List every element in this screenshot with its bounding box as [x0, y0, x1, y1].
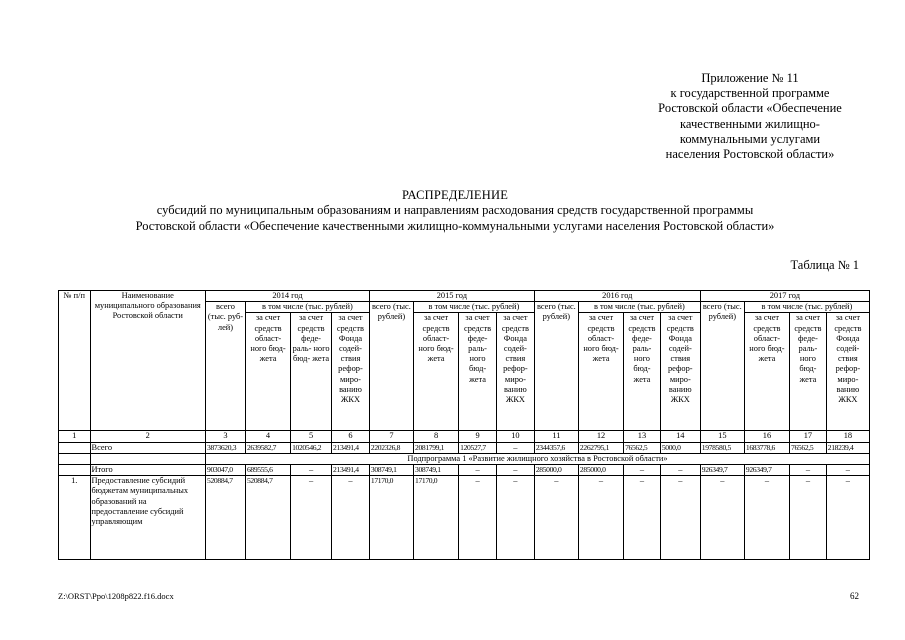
header-year: 2016 год	[534, 291, 700, 302]
header-federal: за счет средств феде- раль- ного бюд- жета	[459, 313, 497, 431]
header-total: всего (тыс. руб- лей)	[206, 302, 246, 431]
table-cell: –	[744, 476, 789, 560]
header-fund: за счет средств Фонда содей- ствия рефор- миро- ванию ЖКХ	[826, 313, 869, 431]
table-cell: –	[496, 476, 534, 560]
table-cell: 1978580,5	[700, 442, 744, 453]
table-cell: 926349,7	[744, 465, 789, 476]
column-number: 1	[59, 431, 91, 442]
header-regional: за счет средств област- ного бюд- жета	[744, 313, 789, 431]
header-name: Наименование муниципального образования Ростовской области	[90, 291, 206, 431]
row-number: 1.	[59, 476, 91, 560]
row-label: Всего	[90, 442, 206, 453]
table-cell: 903047,0	[206, 465, 246, 476]
distribution-table	[58, 290, 870, 560]
subprogram-title: Подпрограмма 1 «Развитие жилищного хозяйства в Ростовской области»	[206, 453, 870, 464]
column-number: 12	[578, 431, 623, 442]
header-including: в том числе (тыс. рублей)	[744, 302, 869, 313]
table-cell: 17170,0	[369, 476, 413, 560]
table-cell: 2262795,1	[578, 442, 623, 453]
table-cell: 1020546,2	[291, 442, 332, 453]
column-number: 6	[332, 431, 370, 442]
table-cell: 120527,7	[459, 442, 497, 453]
table-row-total	[59, 442, 870, 453]
footer-page-number: 62	[850, 591, 859, 601]
table-cell: –	[496, 465, 534, 476]
table-cell: 218239,4	[826, 442, 869, 453]
table-cell: 2202326,8	[369, 442, 413, 453]
table-cell: 17170,0	[414, 476, 459, 560]
table-cell: –	[826, 476, 869, 560]
table-row-subprogram	[59, 453, 870, 464]
header-federal: за счет средств феде- раль- ного бюд- жета	[624, 313, 661, 431]
title-heading: РАСПРЕДЕЛЕНИЕ	[401, 188, 509, 202]
table-cell: –	[332, 476, 370, 560]
table-cell: –	[624, 476, 661, 560]
table-cell: 2639582,7	[245, 442, 290, 453]
table-cell: –	[459, 465, 497, 476]
header-including: в том числе (тыс. рублей)	[414, 302, 535, 313]
column-number: 15	[700, 431, 744, 442]
header-year: 2015 год	[369, 291, 534, 302]
table-cell: 520884,7	[206, 476, 246, 560]
table-cell: –	[790, 476, 827, 560]
appendix-line: коммунальными услугами	[679, 131, 821, 146]
header-total: всего (тыс. рублей)	[700, 302, 744, 431]
table-cell: 689555,6	[245, 465, 290, 476]
header-year: 2014 год	[206, 291, 370, 302]
table-cell: –	[291, 465, 332, 476]
table-cell: 2344357,6	[534, 442, 578, 453]
header-total: всего (тыс. рублей)	[534, 302, 578, 431]
header-including: в том числе (тыс. рублей)	[578, 302, 700, 313]
header-fund: за счет средств Фонда содей- ствия рефор- миро- ванию ЖКХ	[332, 313, 370, 431]
appendix-line: к государственной программе	[670, 86, 830, 101]
header-fund: за счет средств Фонда содей- ствия рефор- миро- ванию ЖКХ	[496, 313, 534, 431]
column-number: 17	[790, 431, 827, 442]
table-cell: 926349,7	[700, 465, 744, 476]
table-cell: –	[291, 476, 332, 560]
column-number: 7	[369, 431, 413, 442]
header-fund: за счет средств Фонда содей- ствия рефор- миро- ванию ЖКХ	[660, 313, 700, 431]
table-cell: 2081799,1	[414, 442, 459, 453]
column-number: 9	[459, 431, 497, 442]
table-cell: 285000,0	[534, 465, 578, 476]
table-cell: 76562,5	[624, 442, 661, 453]
column-number: 14	[660, 431, 700, 442]
table-cell: –	[660, 465, 700, 476]
column-number-row	[59, 431, 870, 442]
header-regional: за счет средств област- ного бюд- жета	[578, 313, 623, 431]
header-federal: за счет средств феде- раль- ного бюд- жета	[291, 313, 332, 431]
column-number: 16	[744, 431, 789, 442]
column-number: 11	[534, 431, 578, 442]
table-cell: –	[459, 476, 497, 560]
table-cell: –	[534, 476, 578, 560]
table-cell: 1683778,6	[744, 442, 789, 453]
document-title	[40, 188, 870, 234]
table-cell: 213491,4	[332, 465, 370, 476]
table-cell: –	[578, 476, 623, 560]
column-number: 3	[206, 431, 246, 442]
column-number: 18	[826, 431, 869, 442]
header-federal: за счет средств феде- раль- ного бюд- жета	[790, 313, 827, 431]
header-total: всего (тыс. рублей)	[369, 302, 413, 431]
table-cell: 76562,5	[790, 442, 827, 453]
header-row	[59, 291, 870, 302]
footer-file-path: Z:\ORST\Ppo\1208p822.f16.docx	[58, 591, 174, 601]
table-row-itogo	[59, 465, 870, 476]
table-cell: 3873620,3	[206, 442, 246, 453]
header-year: 2017 год	[700, 291, 869, 302]
appendix-line: населения Ростовской области»	[665, 147, 835, 162]
column-number: 10	[496, 431, 534, 442]
table-cell: 285000,0	[578, 465, 623, 476]
appendix-line: Ростовской области «Обеспечение	[658, 101, 842, 116]
appendix-line: качественными жилищно-	[680, 116, 820, 131]
header-regional: за счет средств област- ного бюд- жета	[245, 313, 290, 431]
table-cell: 520884,7	[245, 476, 290, 560]
table-cell: –	[700, 476, 744, 560]
title-line: субсидий по муниципальным образованиям и направлениям расходования средств государственной программы	[156, 203, 754, 218]
table-cell: –	[496, 442, 534, 453]
table-cell: –	[624, 465, 661, 476]
table-row	[59, 476, 870, 560]
table-cell: 213491,4	[332, 442, 370, 453]
table-cell: –	[826, 465, 869, 476]
appendix-line: Приложение № 11	[701, 71, 799, 85]
table-cell: 308749,1	[414, 465, 459, 476]
column-number: 2	[90, 431, 206, 442]
table-cell: –	[790, 465, 827, 476]
table-cell: 308749,1	[369, 465, 413, 476]
column-number: 5	[291, 431, 332, 442]
header-regional: за счет средств област- ного бюд- жета	[414, 313, 459, 431]
title-line: Ростовской области «Обеспечение качественными жилищно-коммунальными услугами населения Ростовской области»	[135, 218, 775, 233]
column-number: 4	[245, 431, 290, 442]
row-label: Предоставление субсидий бюджетам муниципальных образований на предоставление субсидий управляющим	[90, 476, 206, 560]
header-no: № п/п	[59, 291, 91, 431]
row-label: Итого	[90, 465, 206, 476]
table-label: Таблица № 1	[790, 258, 859, 272]
column-number: 8	[414, 431, 459, 442]
column-number: 13	[624, 431, 661, 442]
appendix-note	[600, 71, 900, 162]
table-cell: –	[660, 476, 700, 560]
header-including: в том числе (тыс. рублей)	[245, 302, 369, 313]
table-cell: 5000,0	[660, 442, 700, 453]
